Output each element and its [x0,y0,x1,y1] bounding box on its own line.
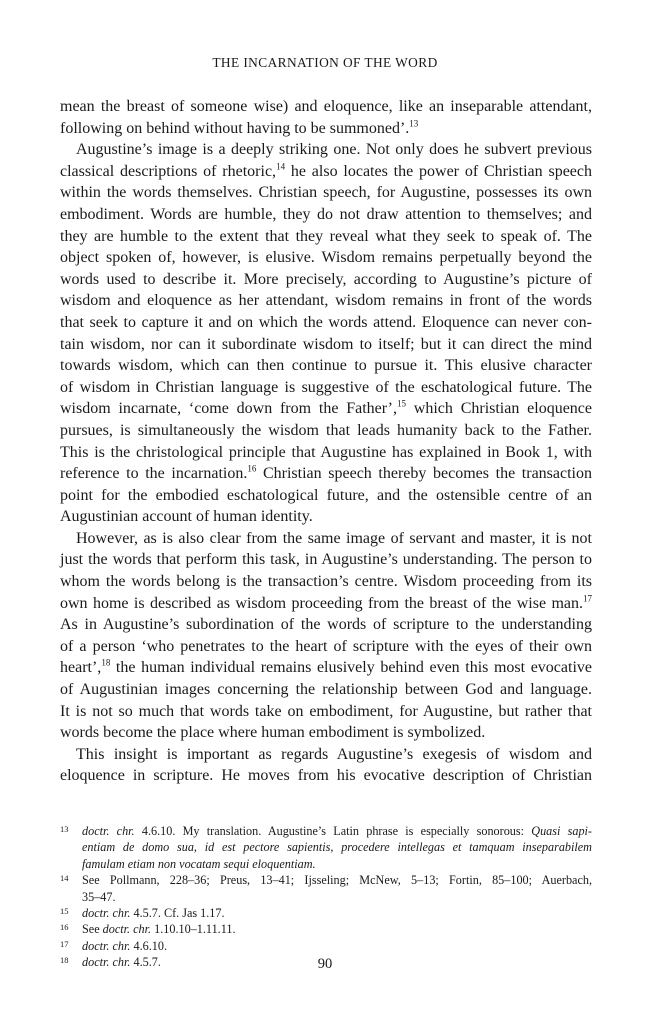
body-line-text: of a person ‘who penetrates to the heart of scripture with the eyes of their own [60,637,592,655]
body-line [60,139,592,161]
body-line-text: As in Augustine’s subordination of the words of scripture to the understanding [60,616,592,634]
body-line-text: It is not so much that words take on embodiment, for Augustine, but rather that [60,702,592,720]
footnote-italic-text: doctr. chr. [82,824,135,838]
body-line [60,226,592,248]
body-line-text: he also locates the power of Christian speech [285,162,592,180]
body-line-text: wisdom incarnate, ‘come down from the Father’, [60,400,398,418]
page-number: 90 [317,956,333,972]
body-line [60,269,592,291]
body-line [60,636,592,658]
footnote-number: 15 [60,905,69,916]
body-line-text: words become the place where human embodiment is symbolized. [60,724,486,742]
body-line [60,312,592,334]
body-line [60,355,592,377]
body-line [60,765,592,787]
body-line [60,506,592,528]
footnote-text [82,823,592,872]
body-line [60,204,592,226]
footnote [60,905,592,921]
body-line-text: This insight is important as regards Augustine’s exegesis of wisdom and [76,745,592,763]
footnote-line [82,905,592,921]
body-line [60,182,592,204]
body-line [60,593,592,615]
body-line-text: they are humble to the extent that they reveal what they seek to speak of. The [60,227,592,245]
body-line [60,722,592,744]
body-line-text: pursues, is simultaneously the wisdom that leads humanity back to the Father. [60,421,592,439]
body-line [60,420,592,442]
body-line-text: embodiment. Words are humble, they do not draw attention to themselves; and [60,205,592,223]
body-line [60,442,592,464]
footnote-line-text: 1.10.10–1.11.11. [151,922,236,937]
body-line [60,334,592,356]
footnote-line-text: 4.6.10. [130,938,167,953]
footnote-italic-text: entiam de domo sua, id est pectore sapientis, procedere intellegas et tamquam inseparabilem [82,840,592,855]
body-line-text: object spoken of, however, is elusive. Wisdom remains perpetually beyond the [60,249,592,267]
body-line-text: that seek to capture it and on which the words attend. Eloquence can never con- [60,313,592,331]
body-line-text: This is the christological principle that Augustine has explained in Book 1, with [60,443,592,461]
body-line-text: reference to the incarnation. [60,465,248,483]
footnote-marker: 16 [247,463,257,474]
footnote-number: 16 [60,922,69,933]
footnote-number: 18 [60,955,69,966]
body-line [60,161,592,183]
footnote-marker: 15 [397,398,407,409]
body-line-text: classical descriptions of rhetoric, [60,162,277,180]
footnote-number: 17 [60,938,69,949]
body-line [60,377,592,399]
body-line-text: point for the embodied eschatological future, and the ostensible centre of an [60,486,592,504]
body-line [60,679,592,701]
body-line-text: Augustine’s image is a deeply striking one. Not only does he subvert previous [76,141,592,159]
footnote-italic-text: Quasi sapi- [531,824,592,838]
body-line-text: of wisdom in Christian language is suggestive of the eschatological future. The [60,378,592,396]
body-line-text: tain wisdom, nor can it subordinate wisdom to itself; but it can direct the mind [60,335,592,353]
footnote-line [82,872,592,888]
footnote-line [82,856,592,872]
body-text [60,96,592,787]
footnote-line-text: 4.5.7. [130,955,161,970]
body-line-text: own home is described as wisdom proceeding from the breast of the wise man. [60,594,583,612]
footnote-text [82,921,592,937]
footnote-text [82,905,592,921]
footnote-line-text: See Pollmann, 228–36; Preus, 13–41; Ijsseling; McNew, 5–13; Fortin, 85–100; Auerbach, [82,873,592,888]
footnote [60,938,592,954]
body-line [60,118,592,140]
body-line [60,290,592,312]
body-line-text: towards wisdom, which can then continue to pursue it. This elusive character [60,357,592,375]
body-line [60,657,592,679]
body-line [60,96,592,118]
body-line [60,485,592,507]
body-line [60,701,592,723]
footnote-text [82,938,592,954]
footnote-line-text: 35–47. [82,889,116,904]
footnote-line-text: 4.6.10. My translation. Augustine’s Latin phrase is especially sonorous: [134,824,532,838]
footnote-italic-text: doctr. chr. [82,955,131,970]
footnote-line-text: 4.5.7. Cf. Jas 1.17. [130,905,225,920]
footnote-italic-text: doctr. chr. [82,905,131,920]
footnote-line [82,921,592,937]
body-line [60,744,592,766]
body-line [60,398,592,420]
body-line-text: Augustinian account of human identity. [60,508,313,526]
body-line-text: Christian speech thereby becomes the transaction [256,465,593,483]
footnote-line [82,839,592,855]
footnote-line [82,938,592,954]
body-line-text: wisdom and eloquence as her attendant, wisdom remains in front of the words [60,292,592,310]
body-line-text: eloquence in scripture. He moves from his evocative description of Christian [60,767,592,785]
body-line-text: just the words that perform this task, in Augustine’s understanding. The person to [60,551,592,569]
footnote-number: 13 [60,824,69,834]
footnote-line [82,823,592,839]
body-line-text: which Christian eloquence [406,400,592,418]
footnote-marker: 17 [583,593,592,604]
footnote-text [82,872,592,905]
running-head: THE INCARNATION OF THE WORD [212,55,438,70]
body-line [60,463,592,485]
body-line-text: mean the breast of someone wise) and eloquence, like an inseparable attendant, [60,98,592,115]
body-line-text: the human individual remains elusively behind even this most evocative [110,659,592,677]
footnote-marker: 18 [101,658,111,669]
body-line-text: heart’, [60,659,102,677]
footnote-line [82,889,592,905]
footnote-marker: 14 [276,161,286,172]
body-line [60,528,592,550]
footnote-italic-text: doctr. chr. [82,938,131,953]
body-line [60,614,592,636]
body-line [60,549,592,571]
footnote [60,872,592,905]
body-line-text: of Augustinian images concerning the relationship between God and language. [60,681,592,699]
body-line-text: following on behind without having to be summoned’. [60,119,410,137]
footnotes [60,823,592,971]
footnote-italic-text: famulam etiam non vocatam sequi eloquentiam. [82,856,316,871]
footnote-line-text: See [82,922,103,937]
body-line-text: whom the words belong is the transaction’s centre. Wisdom proceeding from its [60,573,592,591]
body-line [60,571,592,593]
footnote-marker: 13 [409,118,419,129]
body-line [60,247,592,269]
footnote-number: 14 [60,873,69,884]
body-line-text: However, as is also clear from the same image of servant and master, it is not [76,529,592,547]
footnote [60,921,592,937]
body-line-text: within the words themselves. Christian speech, for Augustine, possesses its own [60,184,592,202]
footnote-italic-text: doctr. chr. [102,922,152,937]
body-line-text: words used to describe it. More precisely, according to Augustine’s picture of [60,270,592,288]
footnote [60,823,592,872]
